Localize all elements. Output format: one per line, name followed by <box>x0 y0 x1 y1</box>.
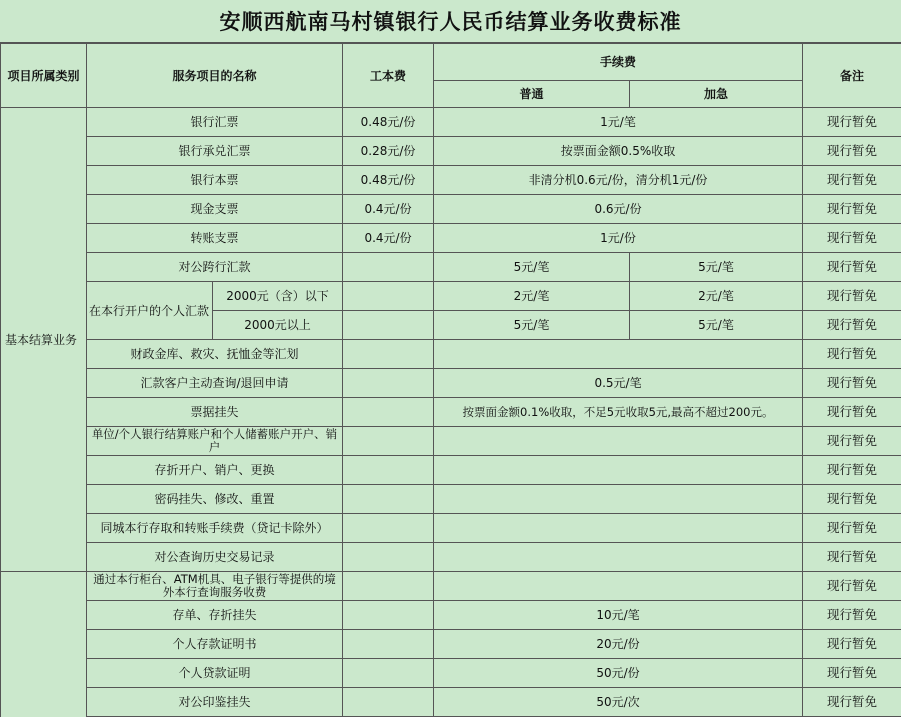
header-fee: 手续费 <box>434 44 803 81</box>
note-value: 现行暂免 <box>803 485 901 514</box>
table-row <box>1 253 901 282</box>
note-value: 现行暂免 <box>803 543 901 572</box>
service-name: 单位/个人银行结算账户和个人储蓄账户开户、销户 <box>87 427 343 456</box>
cost-value <box>343 311 434 340</box>
table-row <box>1 427 901 456</box>
service-name: 通过本行柜台、ATM机具、电子银行等提供的境外本行查询服务收费 <box>87 572 343 601</box>
note-value: 现行暂免 <box>803 630 901 659</box>
table-row <box>1 688 901 717</box>
table-row <box>1 659 901 688</box>
service-name: 同城本行存取和转账手续费（贷记卡除外） <box>87 514 343 543</box>
note-value: 现行暂免 <box>803 340 901 369</box>
cost-value: 0.48元/份 <box>343 108 434 137</box>
fee-table <box>0 43 901 717</box>
table-row <box>1 108 901 137</box>
service-name: 对公查询历史交易记录 <box>87 543 343 572</box>
cost-value: 0.4元/份 <box>343 195 434 224</box>
service-name: 银行汇票 <box>87 108 343 137</box>
fee-value: 按票面金额0.5%收取 <box>434 137 803 166</box>
fee-value: 50元/份 <box>434 659 803 688</box>
fee-value: 10元/笔 <box>434 601 803 630</box>
note-value: 现行暂免 <box>803 398 901 427</box>
cost-value <box>343 427 434 456</box>
cost-value <box>343 514 434 543</box>
service-name: 转账支票 <box>87 224 343 253</box>
fee-value <box>434 485 803 514</box>
fee-value <box>434 543 803 572</box>
note-value: 现行暂免 <box>803 137 901 166</box>
service-name: 银行承兑汇票 <box>87 137 343 166</box>
service-name: 财政金库、救灾、抚恤金等汇划 <box>87 340 343 369</box>
table-row <box>1 456 901 485</box>
cost-value <box>343 282 434 311</box>
cost-value <box>343 253 434 282</box>
table-row <box>1 572 901 601</box>
fee-value: 1元/份 <box>434 224 803 253</box>
table-row <box>1 195 901 224</box>
cost-value <box>343 630 434 659</box>
service-name: 个人存款证明书 <box>87 630 343 659</box>
cost-value <box>343 688 434 717</box>
cost-value: 0.48元/份 <box>343 166 434 195</box>
service-name: 银行本票 <box>87 166 343 195</box>
table-row <box>1 166 901 195</box>
fee-value: 1元/笔 <box>434 108 803 137</box>
table-row <box>1 514 901 543</box>
cost-value <box>343 369 434 398</box>
table-row <box>1 543 901 572</box>
cost-value <box>343 398 434 427</box>
fee-value: 0.6元/份 <box>434 195 803 224</box>
category-other <box>1 572 87 717</box>
table-row <box>1 630 901 659</box>
note-value: 现行暂免 <box>803 311 901 340</box>
category-basic: 基本结算业务 <box>1 108 87 572</box>
header-category: 项目所属类别 <box>1 44 87 108</box>
table-row <box>1 137 901 166</box>
cost-value <box>343 456 434 485</box>
cost-value <box>343 601 434 630</box>
table-row <box>1 224 901 253</box>
table-row <box>1 369 901 398</box>
note-value: 现行暂免 <box>803 659 901 688</box>
cost-value <box>343 659 434 688</box>
fee-value: 20元/份 <box>434 630 803 659</box>
fee-value <box>434 427 803 456</box>
cost-value: 0.4元/份 <box>343 224 434 253</box>
note-value: 现行暂免 <box>803 369 901 398</box>
cost-value <box>343 340 434 369</box>
note-value: 现行暂免 <box>803 456 901 485</box>
note-value: 现行暂免 <box>803 224 901 253</box>
table-row <box>1 398 901 427</box>
service-name: 密码挂失、修改、重置 <box>87 485 343 514</box>
fee-value: 0.5元/笔 <box>434 369 803 398</box>
sub-category-personal-remittance: 在本行开户的个人汇款 <box>87 282 213 340</box>
cost-value <box>343 543 434 572</box>
header-note: 备注 <box>803 44 901 108</box>
note-value: 现行暂免 <box>803 514 901 543</box>
page-title: 安顺西航南马村镇银行人民币结算业务收费标准 <box>0 0 901 43</box>
fee-value <box>434 456 803 485</box>
service-name: 存单、存折挂失 <box>87 601 343 630</box>
table-row <box>1 601 901 630</box>
table-row <box>1 282 901 311</box>
fee-value: 50元/次 <box>434 688 803 717</box>
fee-value <box>434 340 803 369</box>
header-normal: 普通 <box>434 81 630 108</box>
note-value: 现行暂免 <box>803 253 901 282</box>
cost-value: 0.28元/份 <box>343 137 434 166</box>
fee-value: 非清分机0.6元/份，清分机1元/份 <box>434 166 803 195</box>
note-value: 现行暂免 <box>803 427 901 456</box>
header-urgent: 加急 <box>630 81 803 108</box>
service-name: 存折开户、销户、更换 <box>87 456 343 485</box>
sub-service-name: 2000元以上 <box>213 311 343 340</box>
fee-value <box>434 572 803 601</box>
fee-urgent-value: 5元/笔 <box>630 253 803 282</box>
header-service: 服务项目的名称 <box>87 44 343 108</box>
fee-normal-value: 2元/笔 <box>434 282 630 311</box>
header-cost: 工本费 <box>343 44 434 108</box>
sub-service-name: 2000元（含）以下 <box>213 282 343 311</box>
cost-value <box>343 572 434 601</box>
note-value: 现行暂免 <box>803 108 901 137</box>
fee-normal-value: 5元/笔 <box>434 253 630 282</box>
note-value: 现行暂免 <box>803 688 901 717</box>
fee-value: 按票面金额0.1%收取，不足5元收取5元,最高不超过200元。 <box>434 398 803 427</box>
fee-urgent-value: 2元/笔 <box>630 282 803 311</box>
service-name: 现金支票 <box>87 195 343 224</box>
service-name: 个人贷款证明 <box>87 659 343 688</box>
table-row <box>1 340 901 369</box>
fee-urgent-value: 5元/笔 <box>630 311 803 340</box>
note-value: 现行暂免 <box>803 166 901 195</box>
cost-value <box>343 485 434 514</box>
service-name: 汇款客户主动查询/退回申请 <box>87 369 343 398</box>
service-name: 对公印鉴挂失 <box>87 688 343 717</box>
note-value: 现行暂免 <box>803 282 901 311</box>
service-name: 票据挂失 <box>87 398 343 427</box>
note-value: 现行暂免 <box>803 572 901 601</box>
note-value: 现行暂免 <box>803 601 901 630</box>
fee-value <box>434 514 803 543</box>
note-value: 现行暂免 <box>803 195 901 224</box>
fee-normal-value: 5元/笔 <box>434 311 630 340</box>
service-name: 对公跨行汇款 <box>87 253 343 282</box>
table-row <box>1 485 901 514</box>
